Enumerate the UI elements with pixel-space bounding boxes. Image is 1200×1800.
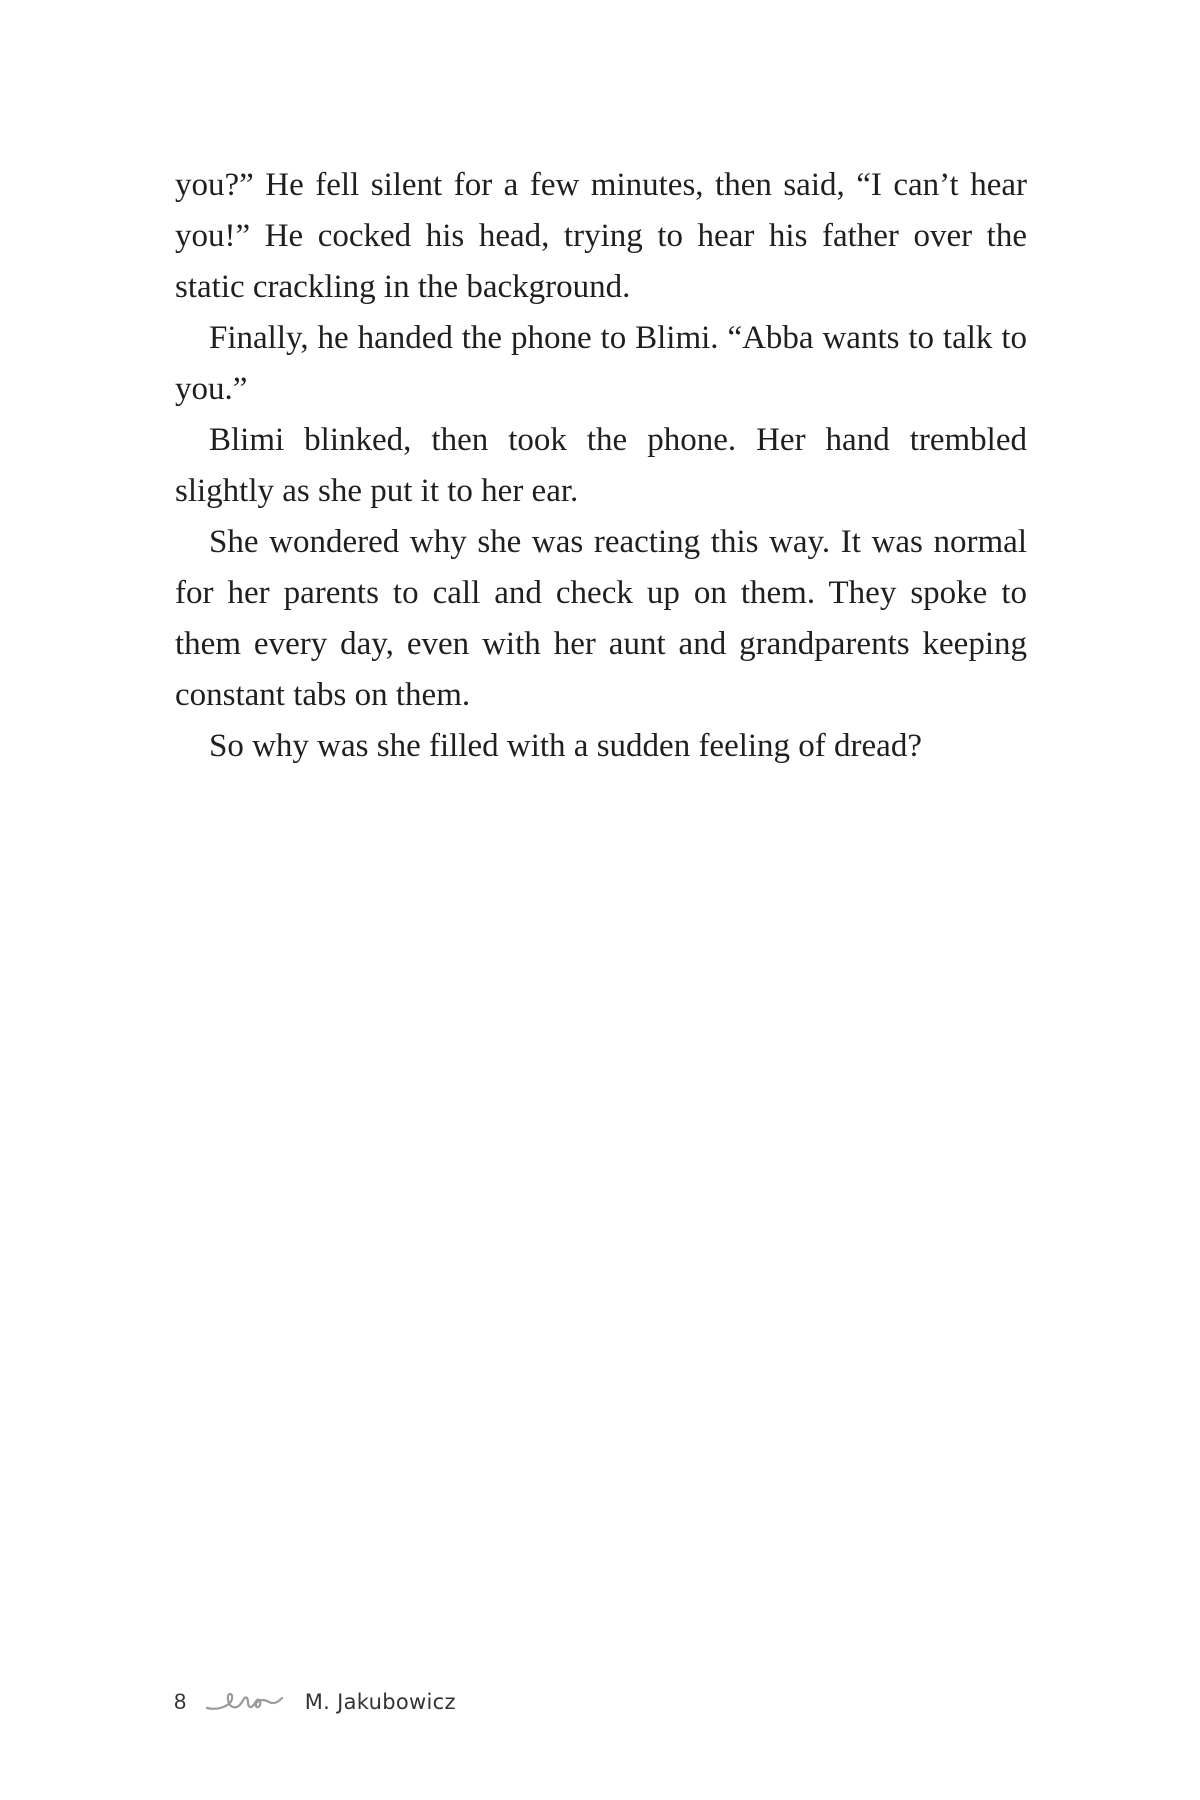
flourish-ornament-icon xyxy=(205,1690,283,1714)
paragraph-2: Finally, he handed the phone to Blimi. “Abba wants to talk to you.” xyxy=(175,320,1027,407)
author-name: M. Jakubowicz xyxy=(304,1690,456,1714)
page-footer xyxy=(174,1682,456,1722)
paragraph-3: Blimi blinked, then took the phone. Her hand trembled slightly as she put it to her ear. xyxy=(175,422,1027,509)
chapter-body-text xyxy=(175,160,1027,772)
page-number: 8 xyxy=(174,1689,187,1714)
paragraph-4: She wondered why she was reacting this way. It was normal for her parents to call and check up on them. They spoke to them every day, even with her aunt and grandparents keeping constant tabs on them. xyxy=(175,524,1027,713)
paragraph-5: So why was she filled with a sudden feeling of dread? xyxy=(209,728,922,764)
paragraph-1: you?” He fell silent for a few minutes, then said, “I can’t hear you!” He cocked his head, trying to hear his father over the static crackling in the background. xyxy=(175,167,1027,305)
